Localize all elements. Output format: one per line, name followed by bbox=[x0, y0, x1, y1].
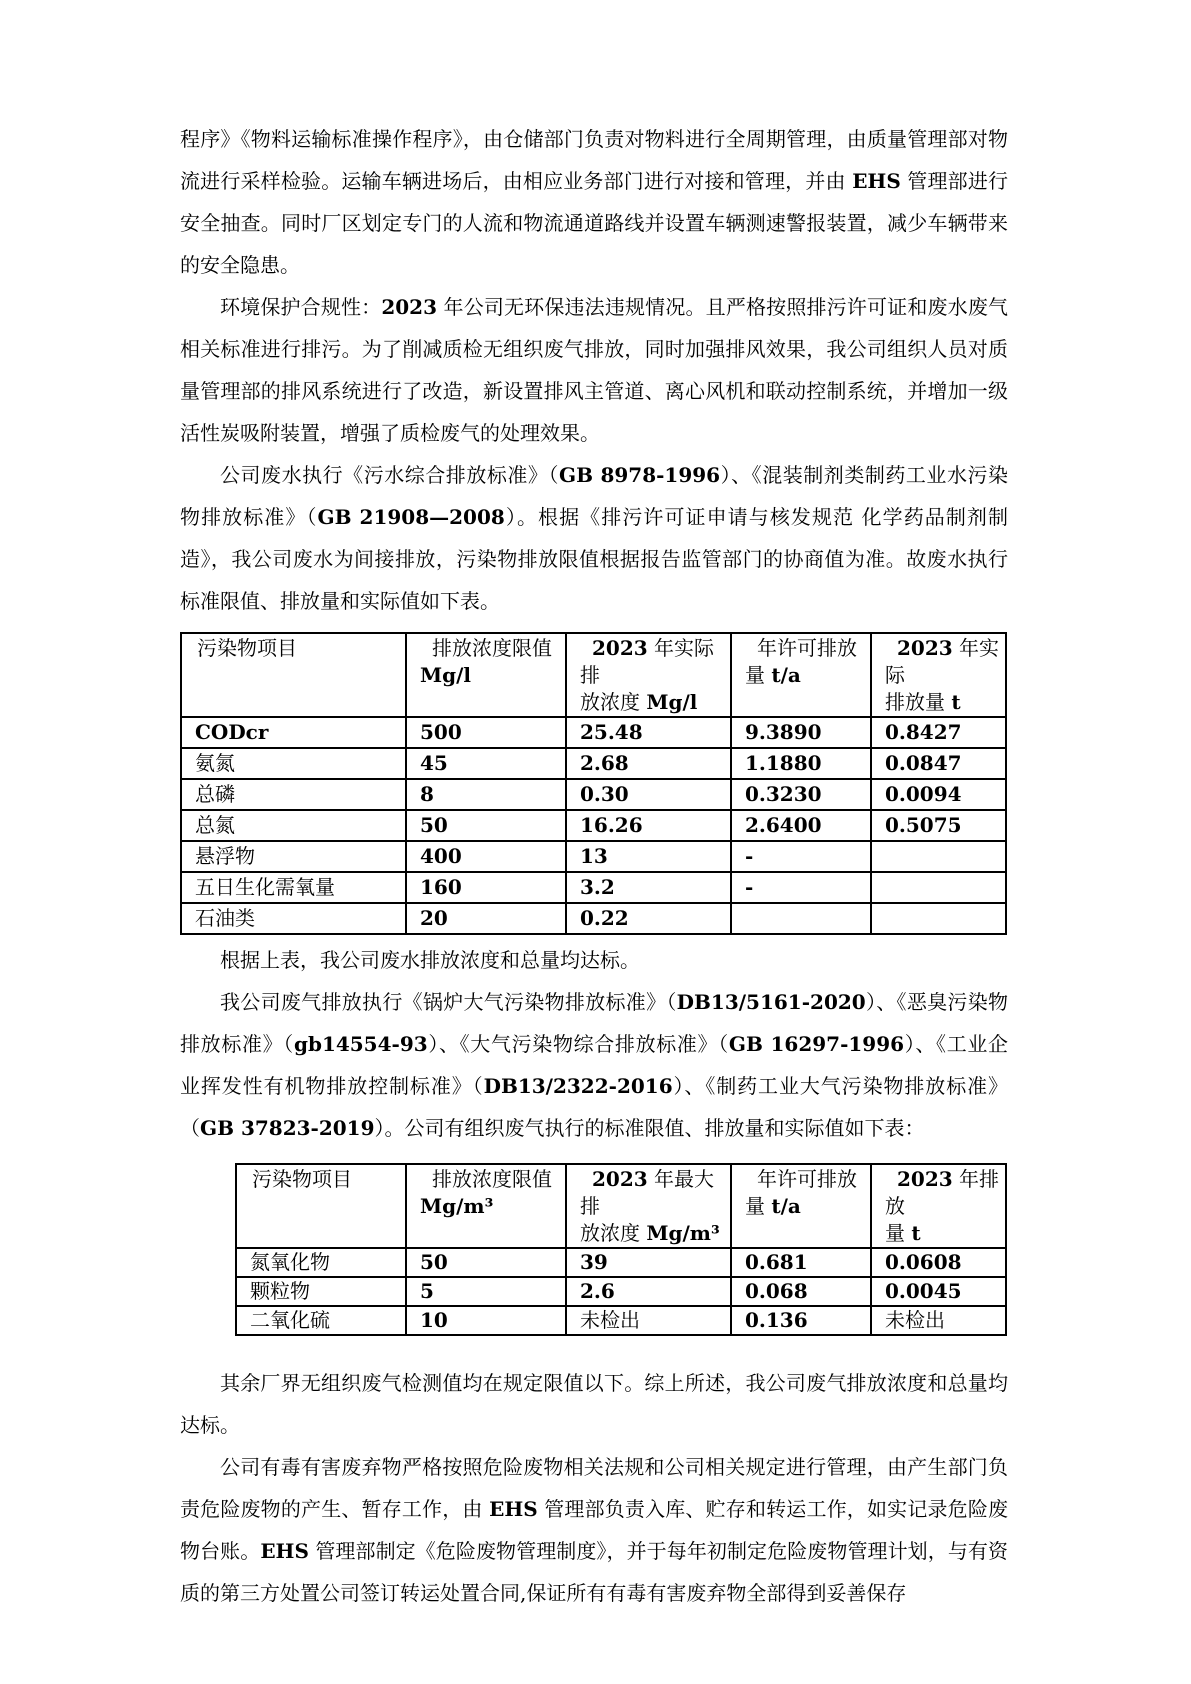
wastewater-emission-table bbox=[180, 632, 1007, 935]
text-segment: 2023 bbox=[381, 295, 437, 319]
text-segment: 0.0045 bbox=[885, 1279, 962, 1303]
text-segment: 0.681 bbox=[745, 1250, 808, 1274]
text-segment: 未检出 bbox=[580, 1308, 640, 1332]
table-cell bbox=[181, 717, 406, 748]
text-segment: 2.68 bbox=[580, 751, 629, 775]
text-segment: 其余厂界无组织废气检测值均在规定限值以下。综上所述，我公司废气排放浓度和总量均达标。 bbox=[180, 1371, 1008, 1437]
table-cell bbox=[731, 1277, 871, 1306]
table-cell bbox=[181, 779, 406, 810]
paragraph-waste-gas-standards bbox=[180, 981, 1008, 1149]
text-segment: - bbox=[745, 844, 754, 868]
table-cell bbox=[566, 872, 731, 903]
table-cell bbox=[566, 748, 731, 779]
text-segment: 2023 bbox=[897, 1167, 953, 1191]
text-segment: DB13/2322-2016 bbox=[483, 1074, 673, 1098]
text-segment: 公司有毒有害废弃物严格按照危险废物相关法规和公司相关规定进行管理，由产生部门负责危险废物的产生、暂存工作，由 bbox=[180, 1455, 1008, 1521]
text-segment: 量 bbox=[745, 663, 772, 687]
text-segment: 总氮 bbox=[195, 813, 235, 837]
table-cell bbox=[731, 1306, 871, 1335]
text-segment: ）、《制药工业大气污染物排放标准》（ bbox=[180, 1074, 1009, 1140]
text-segment: 50 bbox=[420, 1250, 448, 1274]
text-segment: 五日生化需氧量 bbox=[195, 875, 335, 899]
text-segment: 年实际排 bbox=[580, 636, 715, 687]
text-segment: 污染物项目 bbox=[252, 1167, 352, 1191]
text-segment: t bbox=[951, 690, 961, 714]
column-header-annual-amount bbox=[871, 1164, 1006, 1248]
column-header-concentration-limit bbox=[406, 633, 566, 717]
table-cell bbox=[871, 903, 1006, 934]
text-segment: 程序》《物料运输标准操作程序》，由仓储部门负责对物料进行全周期管理，由质量管理部对物流进行采样检验。运输车辆进场后，由相应业务部门进行对接和管理，并由 bbox=[180, 127, 1008, 193]
column-header-concentration-limit bbox=[406, 1164, 566, 1248]
text-segment: ）、《大气污染物综合排放标准》（ bbox=[427, 1032, 729, 1056]
text-segment: ）。根据《排污许可证申请与核发规范 化学药品制剂制造》，我公司废水为间接排放，污染物排放限值根据报告监管部门的协商值为准。故废水执行标准限值、排放量和实际值如下表。 bbox=[180, 505, 1009, 613]
table-cell bbox=[731, 779, 871, 810]
table-cell bbox=[871, 872, 1006, 903]
text-segment: Mg/m³ bbox=[420, 1194, 494, 1218]
text-segment: t/a bbox=[771, 1194, 801, 1218]
text-segment: 2023 bbox=[897, 636, 953, 660]
table-row bbox=[236, 1277, 1006, 1306]
table-cell bbox=[871, 1248, 1006, 1277]
text-segment: 污染物项目 bbox=[197, 636, 297, 660]
column-header-permitted-amount bbox=[731, 1164, 871, 1248]
table-cell bbox=[871, 841, 1006, 872]
text-segment: 年排放 bbox=[885, 1167, 1000, 1218]
table-row bbox=[236, 1306, 1006, 1335]
text-segment: Mg/l bbox=[420, 663, 472, 687]
text-segment: 0.22 bbox=[580, 906, 629, 930]
text-segment: 0.068 bbox=[745, 1279, 808, 1303]
text-segment: 我公司废气排放执行《锅炉大气污染物排放标准》（ bbox=[220, 990, 677, 1014]
table-cell bbox=[181, 748, 406, 779]
table-row bbox=[181, 810, 1006, 841]
text-segment: EHS bbox=[852, 169, 901, 193]
table-cell bbox=[566, 779, 731, 810]
column-header-actual-amount bbox=[871, 633, 1006, 717]
table-cell bbox=[406, 779, 566, 810]
table-cell bbox=[406, 841, 566, 872]
text-segment: ）、《工业企业挥发性有机物排放控制标准》（ bbox=[180, 1032, 1009, 1098]
text-segment: 2023 bbox=[592, 636, 648, 660]
column-header-max-concentration bbox=[566, 1164, 731, 1248]
text-segment: - bbox=[745, 875, 754, 899]
text-segment: 公司废水执行《污水综合排放标准》（ bbox=[220, 463, 559, 487]
text-segment: Mg/m³ bbox=[646, 1221, 720, 1245]
text-segment: Mg/l bbox=[646, 690, 698, 714]
table-cell bbox=[871, 717, 1006, 748]
text-segment: 0.30 bbox=[580, 782, 629, 806]
text-segment: ）。公司有组织废气执行的标准限值、排放量和实际值如下表： bbox=[374, 1116, 925, 1140]
text-segment: CODcr bbox=[195, 720, 269, 744]
text-segment: 13 bbox=[580, 844, 608, 868]
table-row bbox=[181, 841, 1006, 872]
table-cell bbox=[406, 1306, 566, 1335]
text-segment: 50 bbox=[420, 813, 448, 837]
text-segment: 放浓度 bbox=[580, 690, 647, 714]
column-header-actual-concentration bbox=[566, 633, 731, 717]
table-cell bbox=[236, 1306, 406, 1335]
text-segment: 年公司无环保违法违规情况。且严格按照排污许可证和废水废气相关标准进行排污。为了削减质检无组织废气排放，同时加强排风效果，我公司组织人员对质量管理部的排风系统进行了改造，新设置排风主管道、离心风机和联动控制系统，并增加一级活性炭吸附装置，增强了质检废气的处理效果。 bbox=[180, 295, 1008, 445]
table-header-row bbox=[181, 633, 1006, 717]
text-segment: 年实际 bbox=[885, 636, 1000, 687]
table-cell bbox=[406, 810, 566, 841]
text-segment: ）、《混装制剂类制药工业水污染物排放标准》（ bbox=[180, 463, 1009, 529]
text-segment: 管理部负责入库、贮存和转运工作，如实记录危险废物台账。 bbox=[180, 1497, 1009, 1563]
table-cell bbox=[406, 717, 566, 748]
table-row bbox=[181, 872, 1006, 903]
paragraph-environmental-compliance bbox=[180, 286, 1008, 454]
text-segment: 20 bbox=[420, 906, 448, 930]
table-row bbox=[181, 717, 1006, 748]
table-cell bbox=[406, 1277, 566, 1306]
text-segment: 1.1880 bbox=[745, 751, 822, 775]
text-segment: 0.8427 bbox=[885, 720, 962, 744]
column-header-pollutant bbox=[181, 633, 406, 717]
text-segment: 排放浓度限值 bbox=[432, 636, 552, 660]
text-segment: 氮氧化物 bbox=[250, 1250, 330, 1274]
table-cell bbox=[406, 872, 566, 903]
text-segment: 160 bbox=[420, 875, 462, 899]
text-segment: 10 bbox=[420, 1308, 448, 1332]
text-segment: 排放浓度限值 bbox=[432, 1167, 552, 1191]
table-cell bbox=[731, 810, 871, 841]
table-row bbox=[181, 779, 1006, 810]
table-row bbox=[181, 748, 1006, 779]
text-segment: 石油类 bbox=[195, 906, 255, 930]
text-segment: 2.6400 bbox=[745, 813, 822, 837]
text-segment: 排放量 bbox=[885, 690, 952, 714]
table-cell bbox=[566, 717, 731, 748]
table-cell bbox=[731, 1248, 871, 1277]
table-cell bbox=[731, 717, 871, 748]
table-cell bbox=[731, 841, 871, 872]
text-segment: 总磷 bbox=[195, 782, 235, 806]
text-segment: gb14554-93 bbox=[293, 1032, 428, 1056]
table-cell bbox=[871, 1306, 1006, 1335]
column-header-pollutant bbox=[236, 1164, 406, 1248]
table-cell bbox=[871, 779, 1006, 810]
text-segment: 年许可排放 bbox=[757, 636, 857, 660]
text-segment: 放浓度 bbox=[580, 1221, 647, 1245]
table-cell bbox=[731, 872, 871, 903]
text-segment: 0.0094 bbox=[885, 782, 962, 806]
paragraph-waste-gas-conclusion bbox=[180, 1362, 1008, 1446]
column-header-permitted-amount bbox=[731, 633, 871, 717]
text-segment: 年许可排放 bbox=[757, 1167, 857, 1191]
text-segment: GB 21908—2008 bbox=[317, 505, 505, 529]
text-segment: 环境保护合规性： bbox=[220, 295, 382, 319]
text-segment: 0.136 bbox=[745, 1308, 808, 1332]
text-segment: GB 16297-1996 bbox=[728, 1032, 905, 1056]
table-cell bbox=[236, 1248, 406, 1277]
table-cell bbox=[566, 1306, 731, 1335]
paragraph-material-management bbox=[180, 118, 1008, 286]
table-cell bbox=[181, 903, 406, 934]
table-cell bbox=[731, 748, 871, 779]
text-segment: 25.48 bbox=[580, 720, 643, 744]
table-cell bbox=[566, 810, 731, 841]
table-cell bbox=[871, 1277, 1006, 1306]
text-segment: 悬浮物 bbox=[195, 844, 255, 868]
text-segment: 0.5075 bbox=[885, 813, 962, 837]
text-segment: GB 37823-2019 bbox=[200, 1116, 375, 1140]
table-cell bbox=[181, 841, 406, 872]
text-segment: t/a bbox=[771, 663, 801, 687]
text-segment: 年最大排 bbox=[580, 1167, 715, 1218]
table-cell bbox=[871, 810, 1006, 841]
text-segment: ）、《恶臭污染物排放标准》（ bbox=[180, 990, 1009, 1056]
table-header-row bbox=[236, 1164, 1006, 1248]
table-cell bbox=[871, 748, 1006, 779]
table-cell bbox=[566, 1248, 731, 1277]
text-segment: 颗粒物 bbox=[250, 1279, 310, 1303]
text-segment: 3.2 bbox=[580, 875, 615, 899]
table-row bbox=[181, 903, 1006, 934]
text-segment: 16.26 bbox=[580, 813, 643, 837]
text-segment: t bbox=[911, 1221, 921, 1245]
text-segment: 500 bbox=[420, 720, 462, 744]
text-segment: EHS bbox=[489, 1497, 538, 1521]
paragraph-wastewater-standards bbox=[180, 454, 1008, 622]
text-segment: 管理部制定《危险废物管理制度》，并于每年初制定危险废物管理计划，与有资质的第三方处置公司签订转运处置合同,保证所有有毒有害废弃物全部得到妥善保存 bbox=[180, 1539, 1008, 1605]
text-segment: 根据上表，我公司废水排放浓度和总量均达标。 bbox=[220, 948, 640, 972]
waste-gas-emission-table bbox=[235, 1163, 1007, 1336]
text-segment: 管理部进行安全抽查。同时厂区划定专门的人流和物流通道路线并设置车辆测速警报装置，减少车辆带来的安全隐患。 bbox=[180, 169, 1008, 277]
text-segment: 2.6 bbox=[580, 1279, 615, 1303]
text-segment: 未检出 bbox=[885, 1308, 945, 1332]
table-cell bbox=[236, 1277, 406, 1306]
text-segment: DB13/5161-2020 bbox=[676, 990, 866, 1014]
text-segment: 39 bbox=[580, 1250, 608, 1274]
text-segment: 8 bbox=[420, 782, 434, 806]
text-segment: 二氧化硫 bbox=[250, 1308, 330, 1332]
text-segment: 0.0608 bbox=[885, 1250, 962, 1274]
text-segment: 2023 bbox=[592, 1167, 648, 1191]
table-cell bbox=[181, 810, 406, 841]
paragraph-wastewater-conclusion bbox=[180, 939, 1008, 981]
table-cell bbox=[406, 748, 566, 779]
table-cell bbox=[731, 903, 871, 934]
text-segment: 400 bbox=[420, 844, 462, 868]
paragraph-hazardous-waste-management bbox=[180, 1446, 1008, 1614]
text-segment: 0.0847 bbox=[885, 751, 962, 775]
text-segment: 5 bbox=[420, 1279, 434, 1303]
text-segment: 9.3890 bbox=[745, 720, 822, 744]
text-segment: 45 bbox=[420, 751, 448, 775]
text-segment: 0.3230 bbox=[745, 782, 822, 806]
table-cell bbox=[566, 1277, 731, 1306]
text-segment: 量 bbox=[885, 1221, 912, 1245]
table-row bbox=[236, 1248, 1006, 1277]
table-cell bbox=[566, 903, 731, 934]
table-cell bbox=[406, 1248, 566, 1277]
table-cell bbox=[181, 872, 406, 903]
text-segment: 氨氮 bbox=[195, 751, 235, 775]
text-segment: GB 8978-1996 bbox=[558, 463, 721, 487]
table-cell bbox=[406, 903, 566, 934]
text-segment: EHS bbox=[260, 1539, 309, 1563]
text-segment: 量 bbox=[745, 1194, 772, 1218]
table-cell bbox=[566, 841, 731, 872]
